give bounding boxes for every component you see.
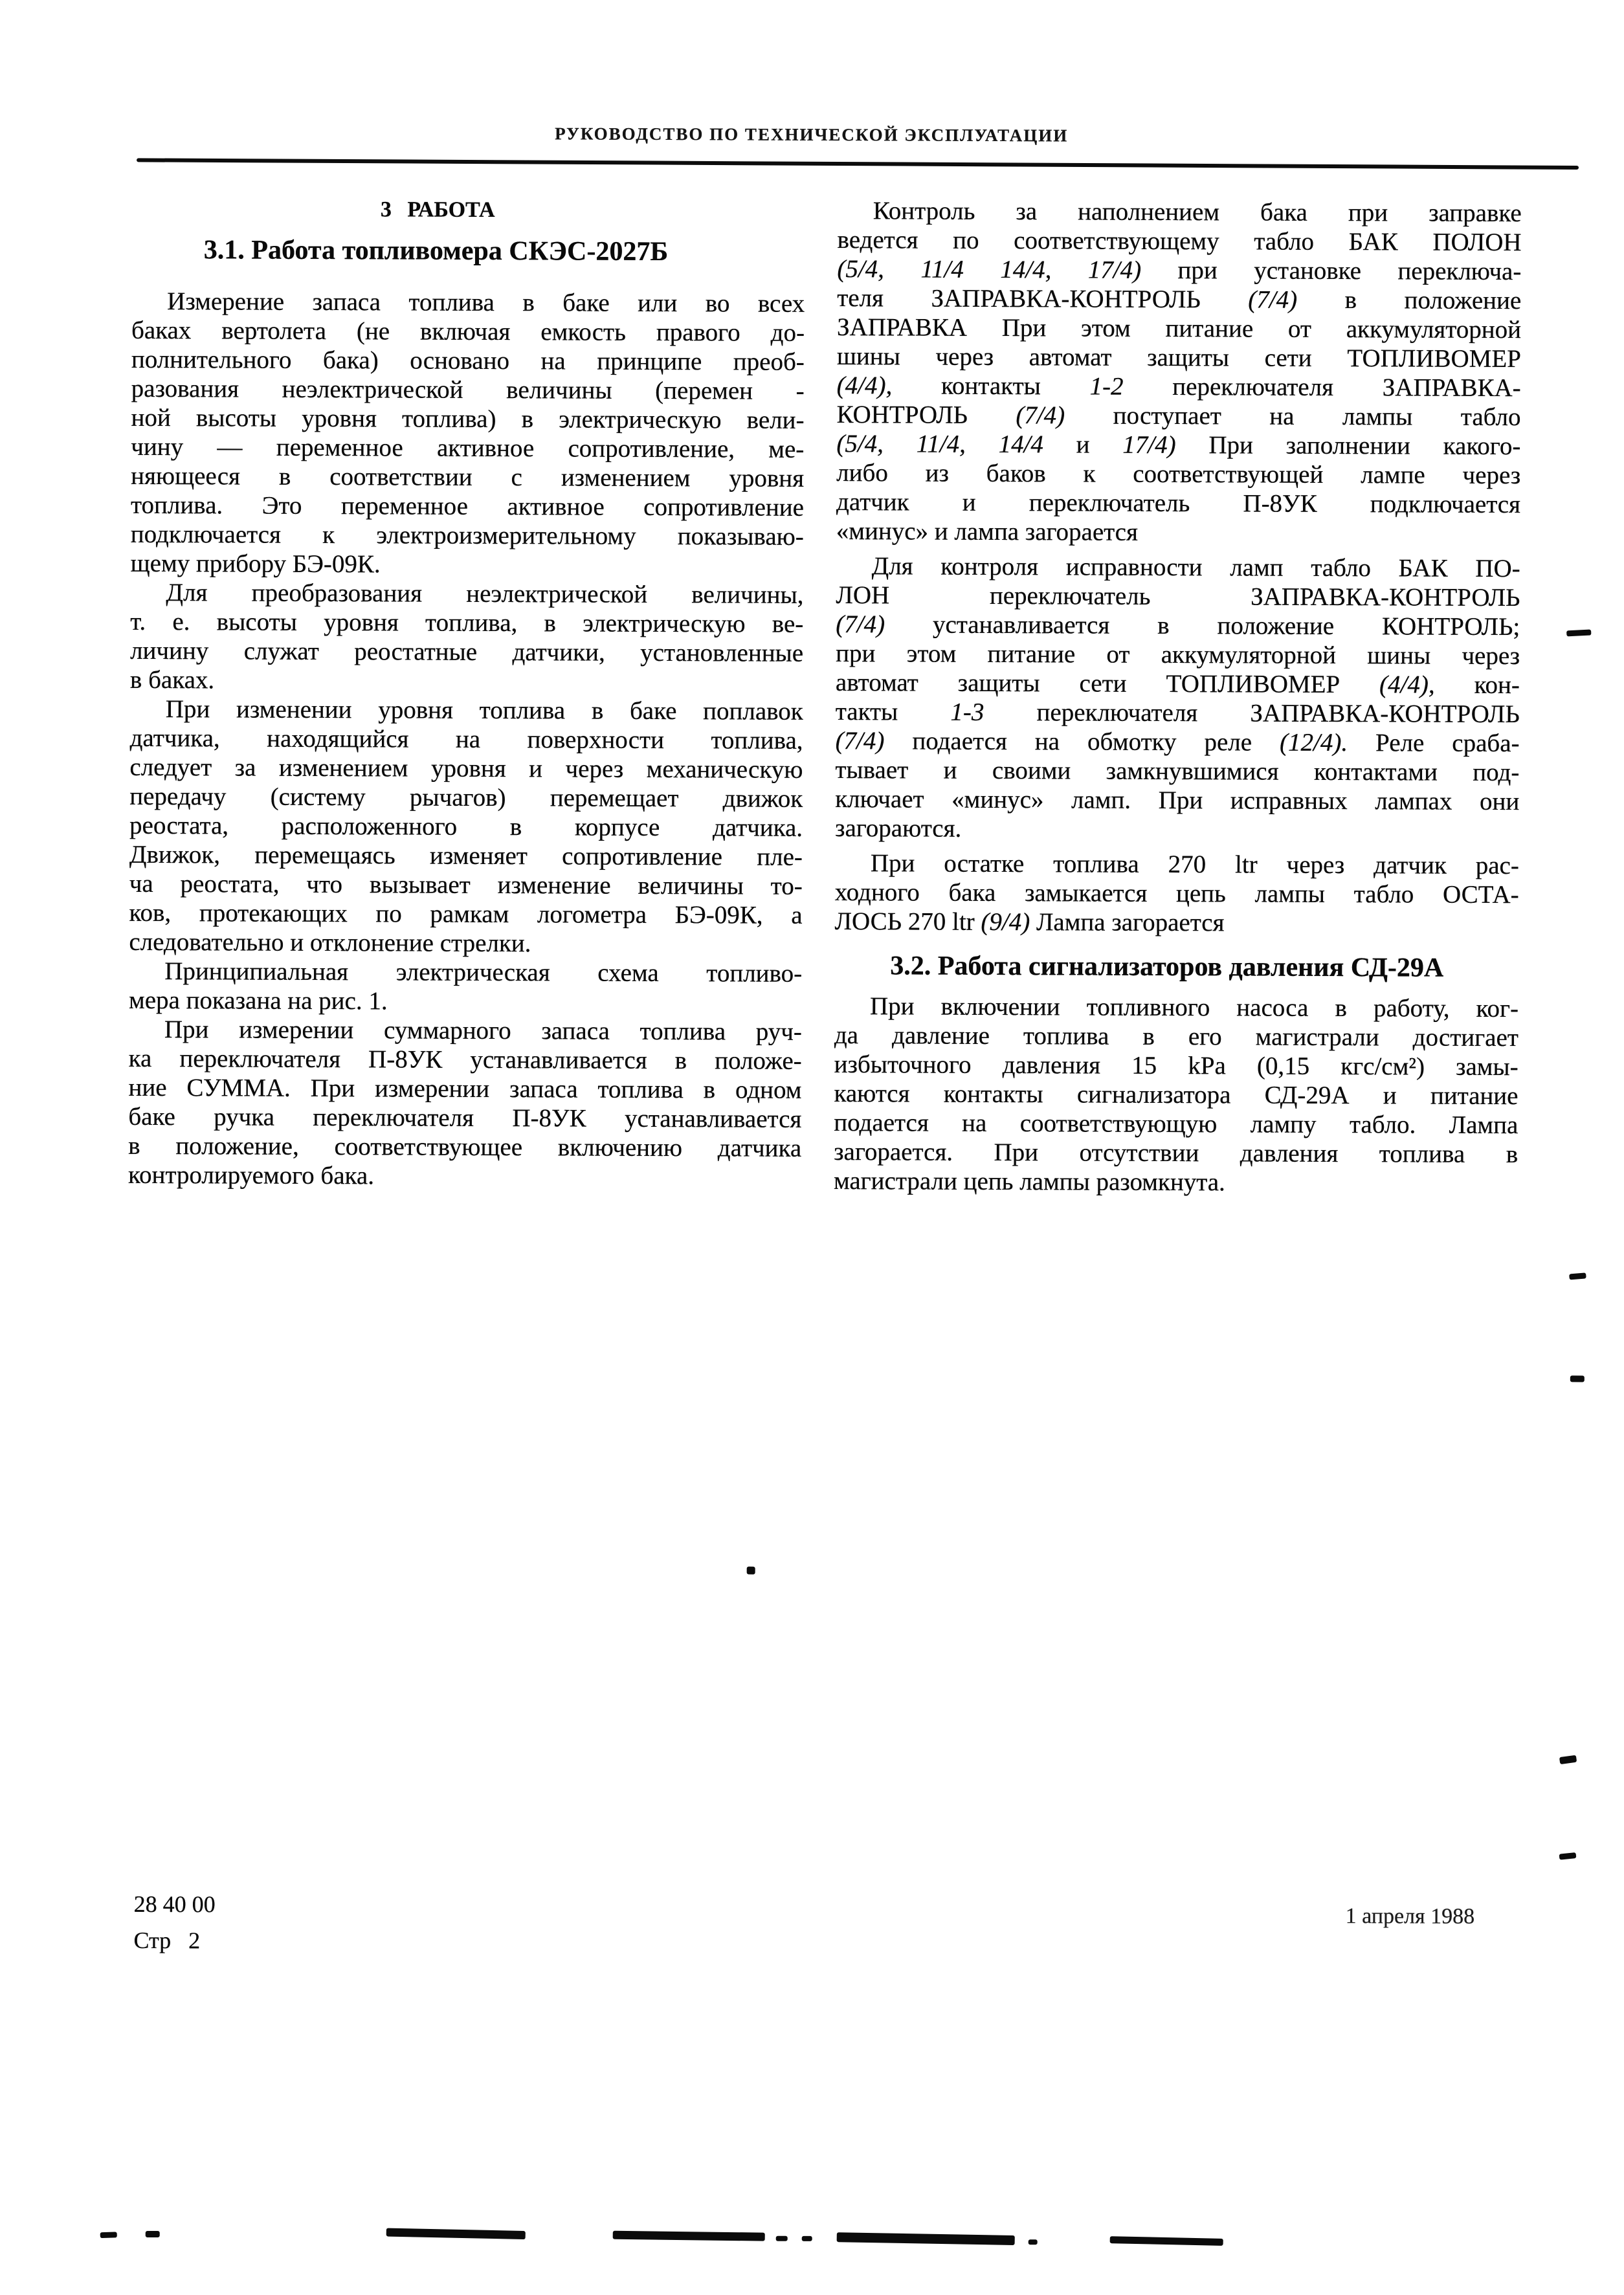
text-segment: баке ручка переключателя П-8УК устанавливается (128, 1102, 802, 1133)
text-line (129, 986, 802, 1017)
text-segment: в положение (1297, 285, 1522, 315)
text-line (835, 848, 1519, 880)
text-line (128, 1160, 801, 1192)
text-segment: при установке переключа- (1141, 256, 1522, 286)
text-line (837, 225, 1521, 257)
text-line (130, 694, 803, 726)
text-line (835, 814, 1519, 845)
text-segment: Лампа загорается (1030, 908, 1225, 937)
left-paragraphs (128, 287, 805, 1192)
text-segment: ЛОСЬ 270 ltr (834, 907, 981, 936)
paragraph (836, 196, 1522, 548)
text-line (836, 551, 1520, 583)
text-segment: подключается к электроизмерительному показываю- (130, 520, 804, 551)
text-line (834, 907, 1518, 938)
text-segment: Для преобразования неэлектрической величины, (166, 579, 804, 609)
paragraph (129, 694, 803, 959)
scan-artifact (1559, 1755, 1577, 1764)
text-segment: подается на обмотку реле (884, 727, 1280, 757)
text-line (129, 753, 803, 784)
scan-artifact (100, 2232, 117, 2238)
figure-reference: (7/4) (1016, 401, 1065, 430)
running-header: РУКОВОДСТВО ПО ТЕХНИЧЕСКОЙ ЭКСПЛУАТАЦИИ (555, 124, 1069, 146)
text-line (837, 342, 1521, 373)
text-line (129, 957, 802, 988)
figure-reference: (9/4) (981, 907, 1030, 937)
text-line (836, 697, 1520, 729)
text-segment: поступает на лампы табло (1065, 401, 1521, 432)
text-segment: датчика, находящийся на поверхности топлива, (129, 724, 803, 755)
text-segment: ходного бака замыкается цепь лампы табло ОСТА- (834, 878, 1519, 909)
text-segment: ние СУММА. При измерении запаса топлива в одном (128, 1073, 802, 1104)
figure-reference: 1-2 (1089, 372, 1124, 401)
text-segment: полнительного бака) основано на принципе преоб- (131, 345, 805, 376)
text-line (836, 668, 1520, 700)
text-segment: теля ЗАПРАВКА-КОНТРОЛЬ (837, 284, 1249, 314)
figure-reference: 1-3 (950, 698, 984, 726)
subsection-heading-3-2: 3.2. Работа сигнализаторов давления СД-29А (890, 951, 1444, 983)
figure-reference: (7/4) (835, 727, 885, 755)
text-segment: следовательно и отклонение стрелки. (129, 927, 531, 958)
text-line (835, 784, 1519, 816)
text-line (131, 520, 804, 551)
text-line (130, 636, 803, 668)
text-line (131, 491, 804, 522)
text-line (836, 581, 1520, 612)
text-line (837, 254, 1521, 286)
paragraph (835, 551, 1520, 845)
footer-page-number: Стр 2 (133, 1927, 201, 1954)
footer-doc-code: 28 40 00 (133, 1890, 216, 1918)
text-line (130, 665, 803, 697)
scan-artifact (386, 2228, 526, 2240)
scan-artifact-layer (0, 0, 1624, 5)
text-line (834, 1166, 1518, 1198)
text-line (129, 1044, 802, 1076)
text-line (129, 840, 803, 872)
text-line (834, 1050, 1518, 1081)
paragraph (130, 578, 804, 697)
scan-artifact (613, 2231, 765, 2241)
text-line (834, 1021, 1518, 1052)
figure-reference: 17/4) (1122, 430, 1176, 460)
scan-artifact (1110, 2236, 1223, 2246)
paragraph (129, 957, 802, 1017)
text-line (129, 898, 802, 930)
text-line (835, 755, 1519, 787)
text-segment: Для контроля исправности ламп табло БАК ПО- (871, 552, 1520, 583)
figure-reference: (4/4), (836, 371, 893, 400)
figure-reference: (12/4). (1279, 728, 1348, 757)
text-segment: мера показана на рис. 1. (128, 986, 388, 1015)
text-segment: ЗАПРАВКА При этом питание от аккумуляторной (836, 313, 1522, 344)
text-segment: Принципиальная электрическая схема топливо- (164, 957, 803, 988)
text-segment: такты (835, 698, 951, 726)
text-line (834, 1079, 1518, 1111)
text-line (129, 811, 803, 843)
text-segment: т. е. высоты уровня топлива, в электрическую ве- (130, 607, 804, 638)
text-segment: в баках. (129, 665, 215, 694)
figure-reference: (5/4, 11/4 14/4, 17/4) (837, 255, 1142, 284)
text-line (131, 287, 805, 318)
scan-artifact (1029, 2239, 1038, 2245)
text-segment: тывает и своими замкнувшимися контактами под- (835, 756, 1520, 787)
footer-date: 1 апреля 1988 (1345, 1904, 1475, 1929)
right-paragraphs-top (834, 196, 1521, 938)
text-segment: каются контакты сигнализатора СД-29А и питание (834, 1080, 1518, 1111)
scan-artifact (1559, 1852, 1577, 1860)
text-segment: в положение, соответствующее включению датчика (128, 1131, 802, 1162)
text-line (129, 869, 803, 901)
text-line (837, 313, 1521, 344)
text-segment: загорается. При отсутствии давления топлива в (834, 1138, 1518, 1169)
text-line (128, 1102, 801, 1134)
text-segment: контролируемого бака. (128, 1160, 375, 1190)
text-segment: шины через автомат защиты сети ТОПЛИВОМЕР (836, 342, 1521, 373)
text-segment: При измерении суммарного запаса топлива руч- (164, 1015, 802, 1046)
text-segment: ной высоты уровня топлива) в электрическую вели- (131, 403, 805, 434)
text-line (129, 927, 802, 959)
text-segment: ЛОН переключатель ЗАПРАВКА-КОНТРОЛЬ (836, 581, 1520, 612)
text-line (836, 726, 1520, 758)
paragraph (131, 287, 805, 581)
text-line (834, 992, 1518, 1023)
text-segment: да давление топлива в его магистрали достигает (834, 1021, 1518, 1052)
text-segment: Контроль за наполнением бака при заправке (873, 197, 1522, 228)
figure-reference: (4/4), (1379, 671, 1435, 699)
text-line (836, 429, 1520, 461)
text-segment: автомат защиты сети ТОПЛИВОМЕР (835, 669, 1380, 699)
text-line (131, 549, 804, 581)
text-segment: Измерение запаса топлива в баке или во всех (167, 287, 805, 318)
right-paragraphs-bottom (834, 992, 1518, 1198)
text-segment: кон- (1434, 671, 1520, 700)
text-line (838, 196, 1522, 228)
scan-artifact (802, 2236, 812, 2241)
text-line (836, 610, 1520, 641)
scan-artifact (146, 2231, 160, 2237)
text-segment: топлива. Это переменное активное сопротивление (130, 491, 805, 522)
text-line (837, 283, 1521, 315)
text-segment: щему прибору БЭ-09К. (130, 549, 381, 579)
left-column (128, 194, 805, 1192)
text-segment: «минус» и лампа загорается (836, 517, 1139, 546)
text-segment: ков, протекающих по рамкам логометра БЭ-09К, а (129, 898, 803, 929)
text-line (834, 1108, 1518, 1140)
right-column (834, 196, 1522, 1198)
figure-reference: (7/4) (836, 610, 885, 639)
text-line (131, 403, 804, 435)
text-line (835, 878, 1519, 909)
scan-artifact (1570, 1375, 1585, 1382)
text-segment: при этом питание от аккумуляторной шины через (836, 639, 1520, 671)
text-line (129, 782, 803, 814)
text-segment: разования неэлектрической величины (перемен - (131, 374, 805, 405)
figure-reference: (7/4) (1248, 285, 1298, 314)
text-segment: переключателя ЗАПРАВКА- (1123, 372, 1521, 403)
paragraph (128, 1015, 802, 1192)
text-line (834, 1137, 1518, 1169)
text-segment: ключает «минус» ламп. При исправных лампах они (835, 785, 1520, 816)
text-segment: личину служат реостатные датчики, установленные (130, 636, 804, 667)
paragraph (834, 992, 1518, 1198)
text-line (836, 458, 1520, 490)
text-segment: следует за изменением уровня и через механическую (129, 753, 803, 784)
text-line (131, 316, 805, 348)
header-rule (137, 158, 1579, 170)
text-line (131, 374, 805, 406)
text-segment: избыточного давления 15 kPa (0,15 кгс/см²) замы- (834, 1050, 1518, 1081)
text-segment: контакты (892, 371, 1090, 401)
scan-artifact (747, 1567, 755, 1575)
subsection-heading-3-1: 3.1. Работа топливомера СКЭС-2027Б (203, 235, 669, 267)
figure-reference: (5/4, 11/4, 14/4 (836, 430, 1044, 459)
text-line (130, 724, 803, 755)
text-segment: либо из баков к соответствующей лампе через (836, 459, 1521, 490)
text-segment: Реле сраба- (1348, 729, 1520, 758)
text-segment: ведется по соответствующему табло БАК ПОЛОН (837, 226, 1522, 257)
text-segment: ка переключателя П-8УК устанавливается в положе- (128, 1044, 802, 1075)
text-segment: ча реостата, что вызывает изменение величины то- (129, 869, 803, 900)
text-segment: При включении топливного насоса в работу, ког- (869, 992, 1519, 1023)
text-segment: магистрали цепь лампы разомкнута. (833, 1167, 1225, 1197)
text-segment: При заполнении какого- (1175, 431, 1521, 461)
text-line (129, 1015, 802, 1047)
text-segment: загораются. (835, 814, 962, 843)
text-segment: няющееся в соответствии с изменением уровня (131, 461, 805, 493)
text-line (130, 607, 803, 639)
text-segment: передачу (систему рычагов) перемещает движок (129, 782, 803, 813)
text-segment: реостата, расположенного в корпусе датчика. (129, 811, 803, 842)
scan-artifact (1566, 630, 1591, 637)
text-line (836, 516, 1520, 548)
scan-artifact (837, 2232, 1015, 2245)
text-line (131, 345, 805, 377)
text-line (131, 461, 804, 493)
paragraph (834, 848, 1519, 938)
text-line (130, 578, 803, 610)
text-segment: баках вертолета (не включая емкость правого до- (131, 316, 805, 347)
text-segment: устанавливается в положение КОНТРОЛЬ; (885, 610, 1520, 641)
text-segment: Движок, перемещаясь изменяет сопротивление пле- (129, 840, 803, 871)
text-segment: чину — переменное активное сопротивление, ме- (131, 432, 805, 463)
text-segment: При остатке топлива 270 ltr через датчик рас- (870, 849, 1519, 880)
text-line (837, 371, 1521, 403)
scan-artifact (1569, 1272, 1586, 1280)
scan-artifact (776, 2236, 788, 2241)
text-segment: датчик и переключатель П-8УК подключается (836, 488, 1521, 519)
text-line (128, 1131, 801, 1163)
text-segment: и (1043, 430, 1123, 459)
text-line (836, 400, 1520, 432)
section-heading: 3 РАБОТА (380, 197, 495, 223)
text-line (836, 639, 1520, 671)
text-segment: переключателя ЗАПРАВКА-КОНТРОЛЬ (984, 698, 1520, 729)
text-line (128, 1073, 801, 1105)
text-segment: подается на соответствующую лампу табло. Лампа (834, 1109, 1518, 1140)
text-segment: КОНТРОЛЬ (836, 401, 1016, 430)
text-line (836, 487, 1520, 519)
text-line (131, 432, 804, 464)
text-segment: При изменении уровня топлива в баке поплавок (165, 695, 803, 726)
